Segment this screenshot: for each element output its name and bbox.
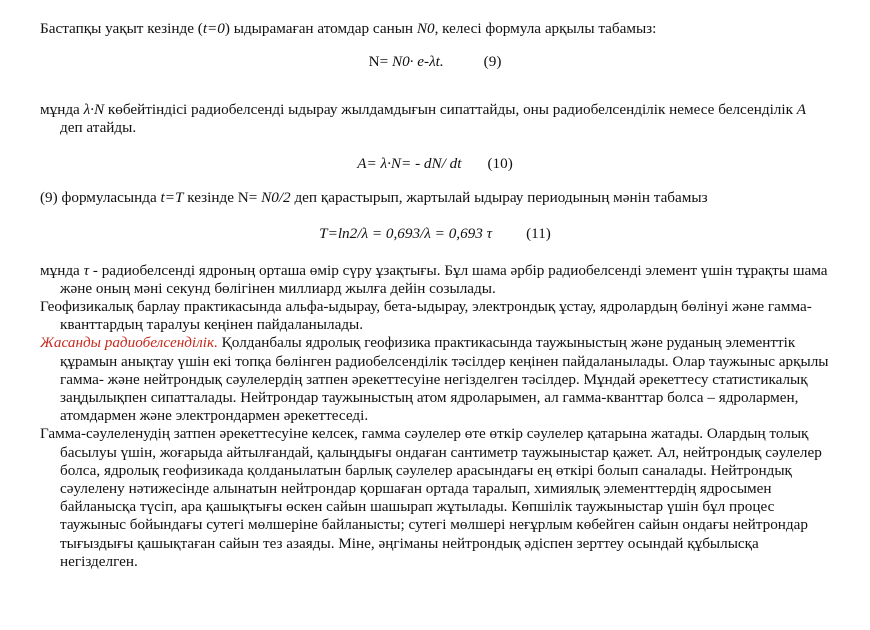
paragraph-initial-atoms: Бастапқы уақыт кезінде (t=0) ыдырамаған атомдар санын N0, келесі формула арқылы табамыз: [40,20,657,37]
formula-9: N= N0· e-λt. (9) [368,53,502,71]
section-heading: Жасанды радиобелсенділік. [40,334,218,352]
document-body [40,20,830,571]
paragraph-artificial-radioactivity: Жасанды радиобелсенділік. Қолданбалы ядролық геофизика практикасында таужыныстың және руданың элементтік құрамын анықтау үшін екі топқа бөлінген радиобелсенділік тәсілдер кеңінен пайдаланылады. Олар таужыныс арқылы гамма- және нейтрондық сәулелердің затпен әрекеттесуіне негізделген тәсілдер. Мұндай әрекеттесу статистикалық заңдылықпен сипатталады. Нейтрондар таужыныстың атом ядроларымен, ал гамма-кванттар болса – ядролармен, атомдармен және электрондармен әрекеттеседі. [40,334,829,425]
paragraph-geophysics: Геофизикалық барлау практикасында альфа-ыдырау, бета-ыдырау, электрондық ұстау, ядролардың бөлінуі және гамма-кванттардың таралуы кеңінен пайдаланылады. [40,297,812,334]
paragraph-activity: мұнда λ·N көбейтіндісі радиобелсенді ыдырау жылдамдығын сипаттайды, оны радиобелсенділік немесе белсенділік A деп атайды. [40,100,807,136]
formula-11: T=ln2/λ = 0,693/λ = 0,693 τ (11) [319,225,551,243]
formula-10: A= λ·N= - dN/ dt (10) [357,155,513,173]
paragraph-half-life: (9) формуласында t=T кезінде N= N0/2 деп қарастырып, жартылай ыдырау периодының мәнін табамыз [40,188,708,206]
paragraph-mean-lifetime: мұнда τ - радиобелсенді ядроның орташа өмір сүру ұзақтығы. Бұл шама әрбір радиобелсенді элемент үшін тұрақты шама және оның мәні секунд бөлігінен миллиард жылға дейін созылады. [40,261,828,297]
paragraph-gamma-interaction: Гамма-сәулеленудің затпен әрекеттесуіне келсек, гамма сәулелер өте өткір сәулелер қатарына жатады. Олардың толық басылуы үшін, жоғарыда айтылғандай, қалыңдығы ондаған сантиметр таужыныстар қажет. Ал, нейтрондық сәулелер болса, ядролық геофизикада қолданылатын барлық сәулелер арасындағы ең өткірі болып саналады. Нейтрондық сәулелену нәтижесінде алынатын нейтрондар қоршаған ортада таралып, химиялық элементтердің ядросымен байланысқа түсіп, ара қашықтығы өскен сайын шашырап жұтылады. Көпшілік таужыныстар үшін бұл процес таужыныс бойындағы сутегі мөлшеріне байланысты; сутегі мөлшері неғұрлым көбейген сайын ондағы нейтрондар тығыздығы қашықтаған сайын тез азаяды. Міне, әңгіманы нейтрондық әдіспен зерттеу осындай құбылысқа негізделген. [40,425,822,570]
